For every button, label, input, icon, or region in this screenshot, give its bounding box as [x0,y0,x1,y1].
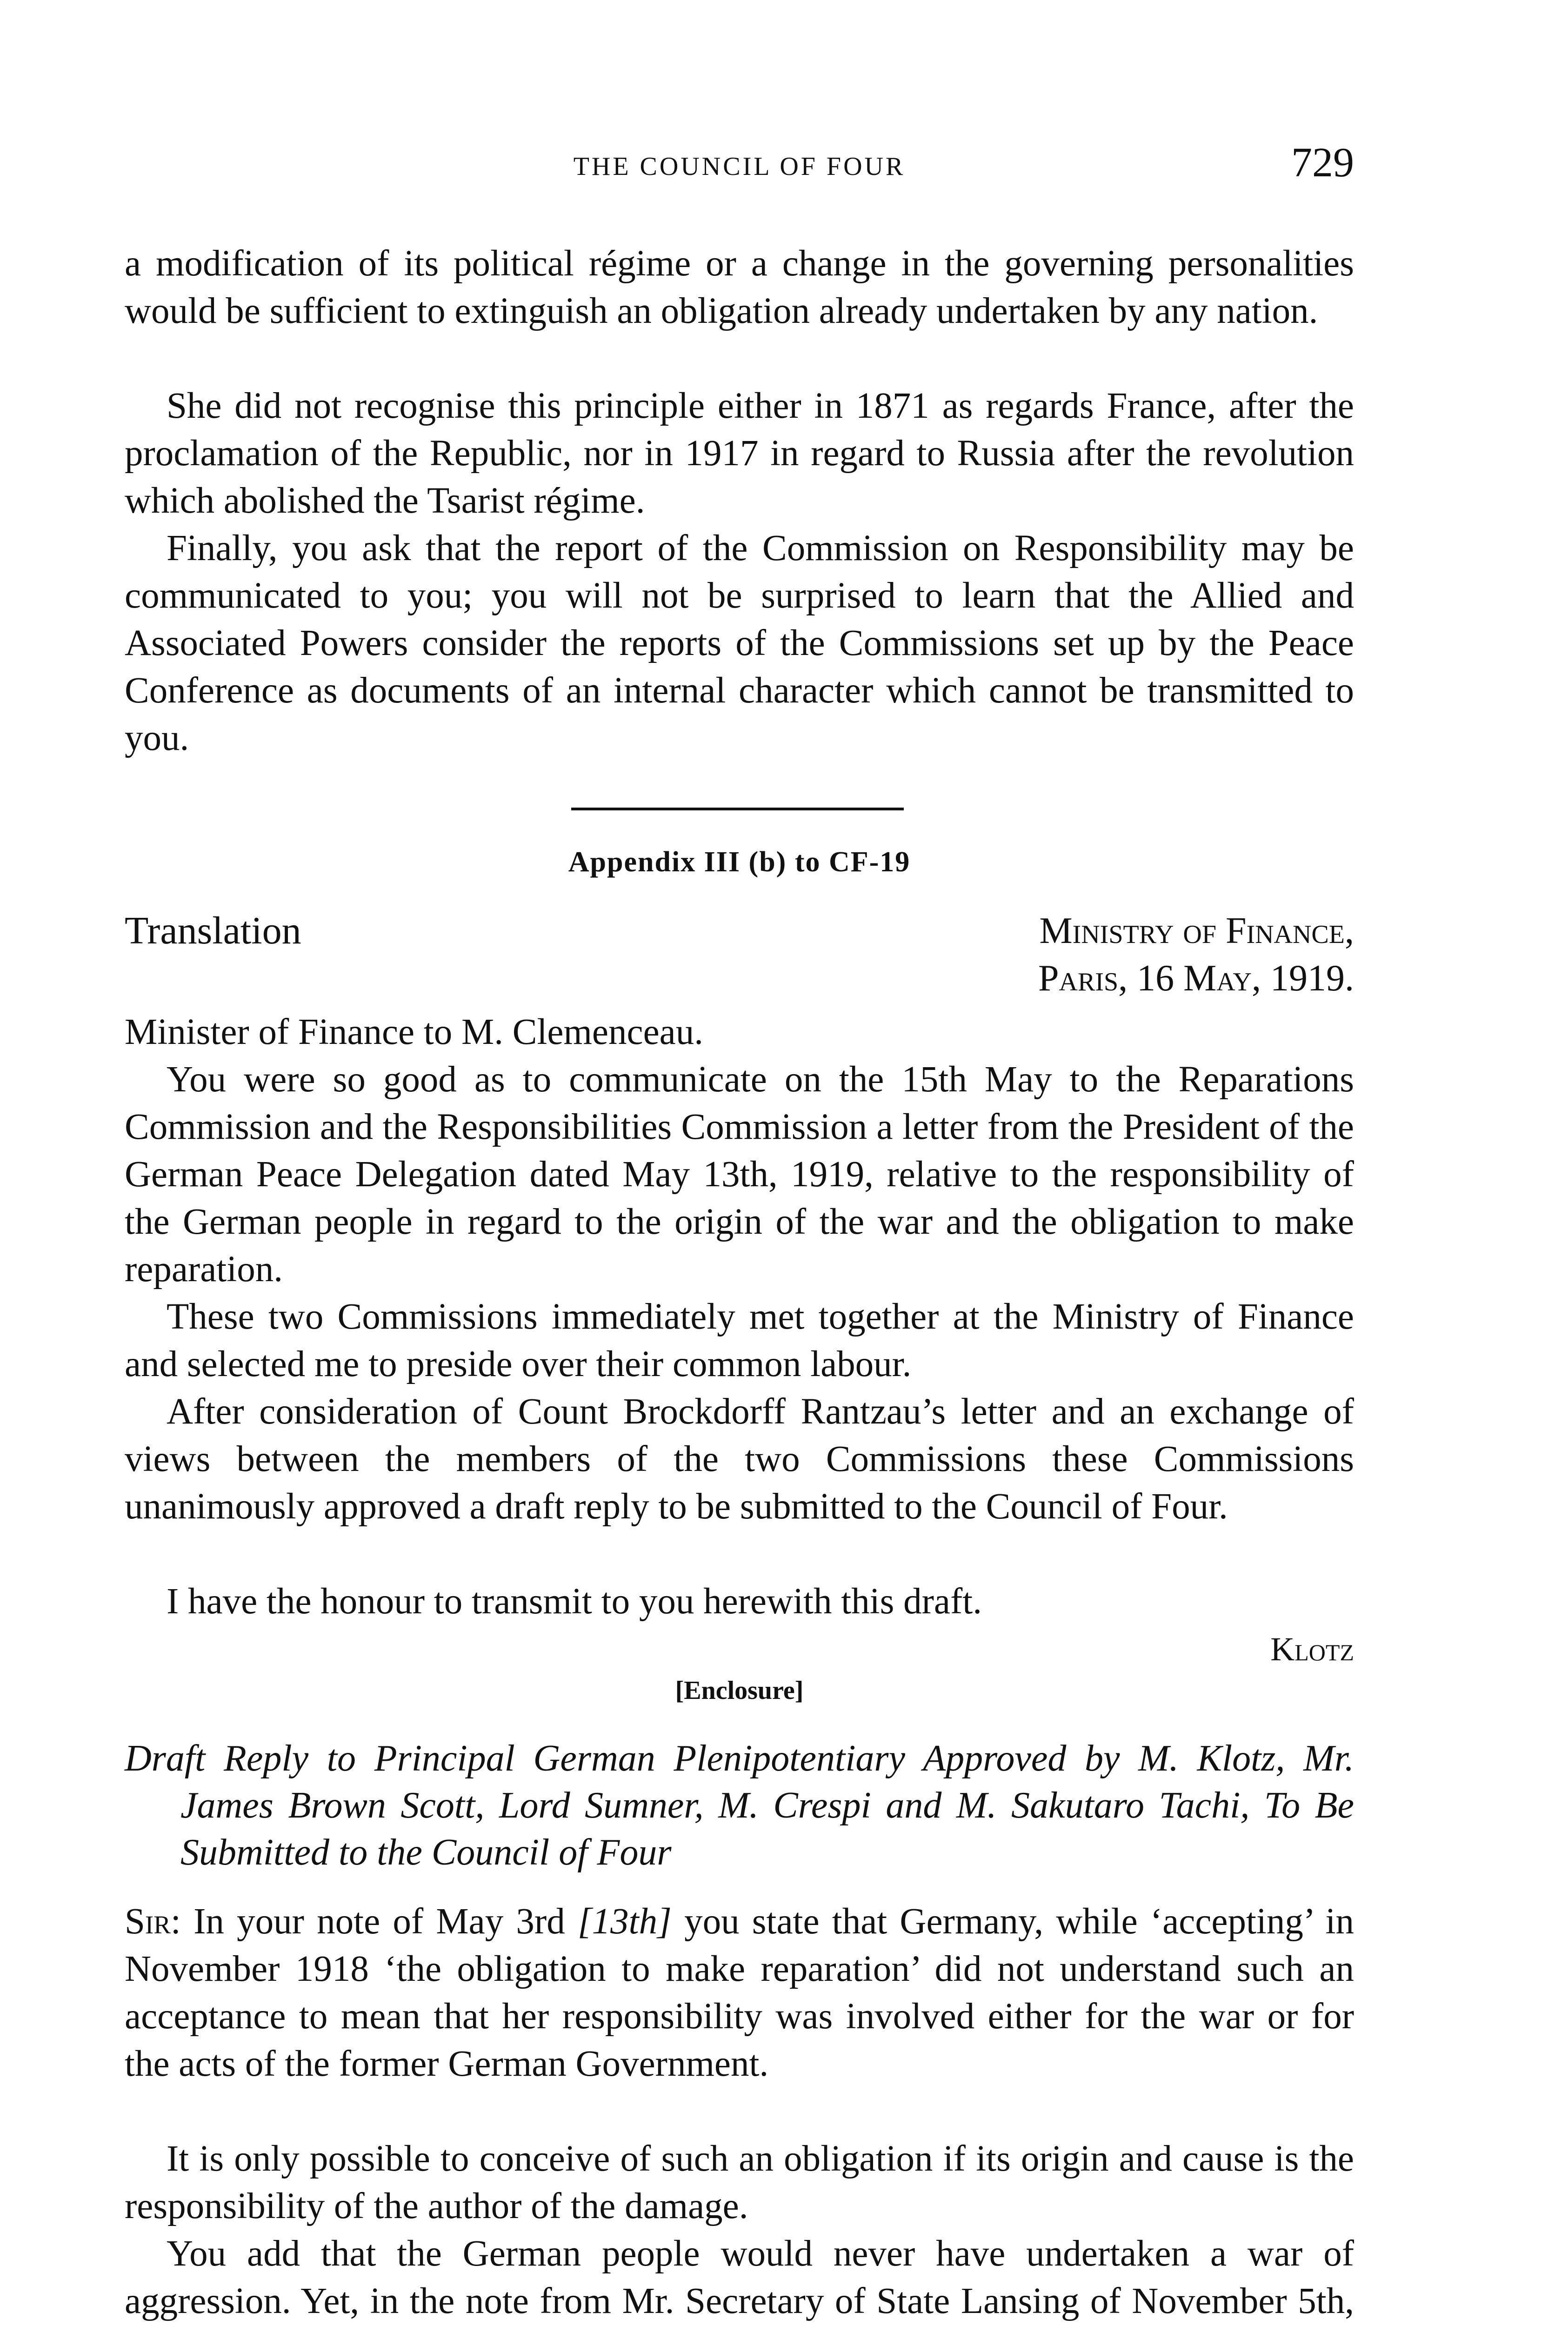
salutation: Sir: [125,1901,181,1942]
reply-text-part2: you state that Germany, while ‘accepting’ in November 1918 ‘the obligation to make reparation’ did not understand such an acceptance to mean that her responsibility was involved either for the war or for the acts of the former German Government. [125,1901,1354,2084]
paragraph-finally: Finally, you ask that the report of the Commission on Responsibility may be communicated to you; you will not be surprised to learn that the Allied and Associated Powers consider the reports of the Commissions set up by the Peace Conference as documents of an internal character which cannot be transmitted to you. [125,528,1354,758]
running-title: THE COUNCIL OF FOUR [573,152,906,181]
page-number: 729 [1291,140,1354,186]
reply-paragraph-obligation: It is only possible to conceive of such an obligation if its origin and cause is the responsibility of the author of the damage. [125,2139,1354,2226]
reply-text-part1: In your note of May 3rd [180,1901,578,1942]
letter-addressee: Minister of Finance to M. Clemenceau. [125,1012,703,1052]
date-correction: [13th] [577,1901,672,1942]
letter-paragraph-transmit: I have the honour to transmit to you herewith this draft. [167,1581,982,1622]
running-header [125,140,1354,195]
reply-paragraph-note [125,1898,1354,2088]
sender-office: Ministry of Finance, [1039,910,1354,951]
translation-label: Translation [125,909,301,952]
place-date-text: Paris, 16 May, 1919. [1038,958,1354,999]
paragraph-recognise: She did not recognise this principle either in 1871 as regards France, after the proclamation of the Republic, nor in 1917 in regard to Russia after the revolution which abolished the Tsarist régime. [125,386,1354,521]
draft-reply-title: Draft Reply to Principal German Plenipotentiary Approved by M. Klotz, Mr. James Brown Scott, Lord Sumner, M. Crespi and M. Sakutaro Tachi, To Be Submitted to the Council of Four [125,1738,1354,1873]
letter-paragraph-consideration: After consideration of Count Brockdorff Rantzau’s letter and an exchange of views between the members of the two Commissions these Commissions unanimously approved a draft reply to be submitted to the Council of Four. [125,1391,1354,1527]
signature: Klotz [1270,1631,1354,1668]
place-and-date [1038,955,1354,1002]
section-divider [571,808,904,810]
paragraph-continuation: a modification of its political régime or a change in the governing personalities would be sufficient to extinguish an obligation already undertaken by any nation. [125,243,1354,331]
letter-paragraph-commissions-met: These two Commissions immediately met together at the Ministry of Finance and selected me to preside over their common labour. [125,1297,1354,1384]
appendix-title: Appendix III (b) to CF-19 [568,846,911,878]
reply-paragraph-aggression: You add that the German people would never have undertaken a war of aggression. Yet, in the note from Mr. Secretary of State Lansing of November 5th, [125,2233,1354,2321]
enclosure-label: [Enclosure] [675,1676,804,1705]
letter-paragraph-communicate: You were so good as to communicate on the 15th May to the Reparations Commission and the Responsibilities Commission a letter from the President of the German Peace Delegation dated May 13th, 1919, relative to the responsibility of the German people in regard to the origin of the war and the obligation to make reparation. [125,1059,1354,1290]
